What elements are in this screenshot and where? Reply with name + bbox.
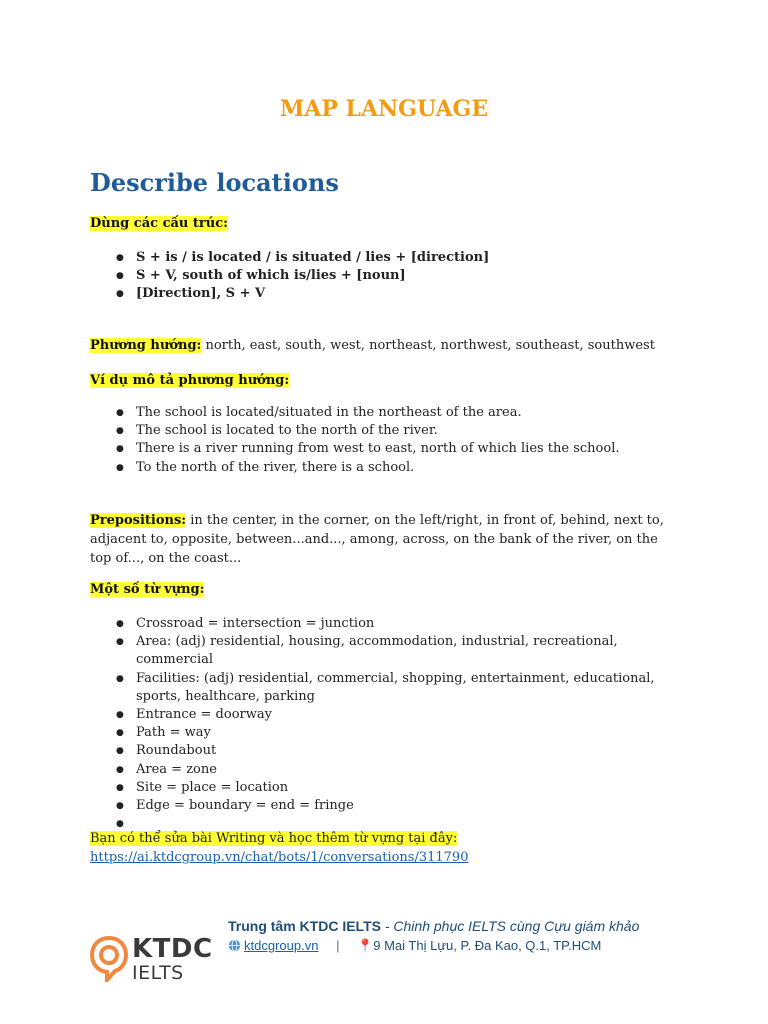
cta-text: Bạn có thể sửa bài Writing và học thêm từ vựng tại đây:	[90, 831, 458, 846]
logo-text-ielts: IELTS	[132, 962, 184, 984]
footer-brand: Trung tâm KTDC IELTS	[228, 918, 381, 934]
page-title: MAP LANGUAGE	[279, 96, 489, 122]
list-item: ● The school is located to the north of the river.	[116, 422, 620, 440]
prepositions-text: in the center, in the corner, on the left/right, in front of, behind, next to, adjacent to, opposite, between...and..., among, across, on the bank of the river, on the top of..., on the coast...	[90, 513, 664, 566]
list-item: ● Area = zone	[116, 761, 686, 779]
footer-separator: |	[336, 938, 340, 953]
list-item: ● Path = way	[116, 724, 686, 742]
list-item: ● [Direction], S + V	[116, 285, 489, 303]
examples-label: Ví dụ mô tả phương hướng:	[90, 373, 290, 388]
directions-label: Phương hướng:	[90, 338, 202, 353]
globe-icon	[228, 939, 241, 952]
website-link[interactable]: ktdcgroup.vn	[244, 938, 319, 953]
directions-text: north, east, south, west, northeast, northwest, southeast, southwest	[201, 338, 655, 353]
section-heading: Describe locations	[90, 168, 339, 197]
vocabulary-label-line	[90, 581, 204, 599]
list-item: ● Area: (adj) residential, housing, accommodation, industrial, recreational, commercial	[116, 633, 686, 669]
list-item: ● The school is located/situated in the northeast of the area.	[116, 404, 620, 422]
vocabulary-label: Một số từ vựng:	[90, 582, 205, 597]
list-item: ● Roundabout	[116, 742, 686, 760]
list-item: ● Facilities: (adj) residential, commercial, shopping, entertainment, educational, sports, healthcare, parking	[116, 670, 686, 706]
location-pin-icon: 📍	[357, 939, 374, 954]
footer-brand-line	[228, 918, 639, 934]
prepositions-label: Prepositions:	[90, 513, 187, 528]
logo-text-ktdc: KTDC	[132, 934, 213, 964]
footer-address: 9 Mai Thị Lựu, P. Đa Kao, Q.1, TP.HCM	[373, 938, 602, 953]
speech-bubble-logo-icon	[88, 934, 130, 982]
examples-list	[116, 404, 620, 477]
footer-tagline: - Chinh phục IELTS cùng Cựu giám khảo	[380, 918, 640, 934]
list-item: ● S + is / is located / is situated / lies + [direction]	[116, 249, 489, 267]
list-item: ● S + V, south of which is/lies + [noun]	[116, 267, 489, 285]
directions-line	[90, 337, 655, 355]
structures-list	[116, 249, 489, 304]
prepositions-paragraph	[90, 511, 680, 568]
structures-label-line	[90, 215, 228, 233]
list-item: ● Site = place = location	[116, 779, 686, 797]
list-item: ● There is a river running from west to east, north of which lies the school.	[116, 440, 620, 458]
ktdc-logo	[88, 932, 218, 986]
cta-block	[90, 829, 468, 867]
list-item: ● To the north of the river, there is a school.	[116, 459, 620, 477]
list-item: ● Entrance = doorway	[116, 706, 686, 724]
structures-label: Dùng các cấu trúc:	[90, 216, 228, 231]
vocabulary-list	[116, 615, 686, 833]
chat-link[interactable]: https://ai.ktdcgroup.vn/chat/bots/1/conversations/311790	[90, 850, 469, 865]
examples-label-line	[90, 372, 289, 390]
list-item: ● Edge = boundary = end = fringe	[116, 797, 686, 815]
list-item: ● Crossroad = intersection = junction	[116, 615, 686, 633]
footer-contact-line	[228, 938, 601, 954]
